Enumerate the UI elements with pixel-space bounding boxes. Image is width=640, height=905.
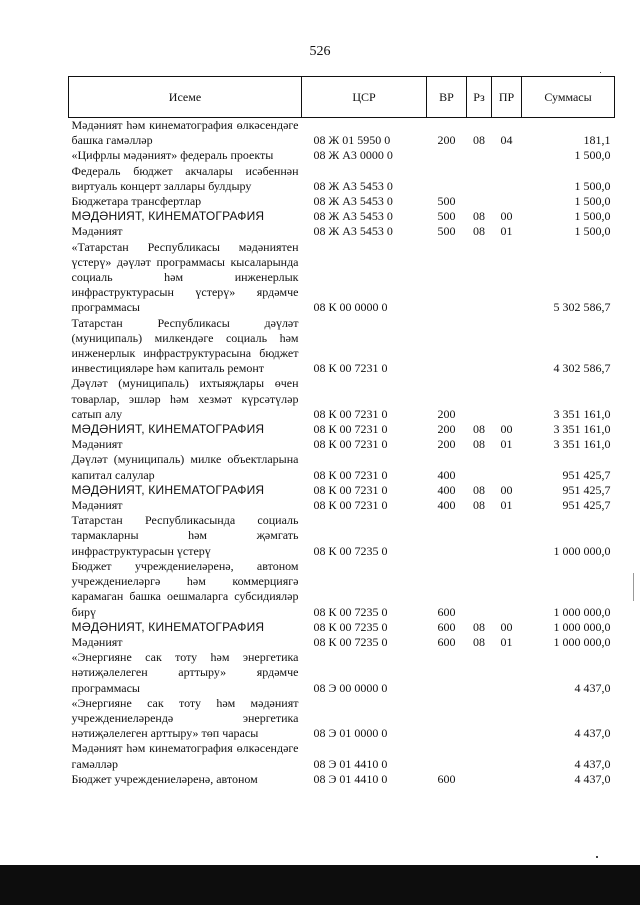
cell-pr: 01 <box>500 437 513 452</box>
cell-sum: 951 425,7 <box>562 467 611 482</box>
cell-pr <box>492 513 522 559</box>
cell-pr <box>492 559 522 620</box>
cell-csr: 08 К 00 7235 0 <box>313 604 388 619</box>
cell-sum: 5 302 586,7 <box>553 300 611 315</box>
cell-name: МӘДӘНИЯТ, КИНЕМАТОГРАФИЯ <box>71 619 265 634</box>
cell-csr: 08 К 00 7235 0 <box>313 619 388 634</box>
cell-vr <box>427 148 467 163</box>
cell-vr: 600 <box>437 604 456 619</box>
cell-pr: 00 <box>500 209 513 224</box>
table-row <box>69 422 615 437</box>
cell-csr: 08 К 00 7231 0 <box>313 406 388 421</box>
cell-rz <box>467 650 492 696</box>
scan-speck <box>600 72 601 73</box>
cell-vr: 400 <box>437 482 456 497</box>
cell-csr: 08 К 00 7231 0 <box>313 467 388 482</box>
cell-rz <box>467 559 492 620</box>
cell-csr: 08 К 00 0000 0 <box>313 300 388 315</box>
cell-csr: 08 К 00 7235 0 <box>313 634 388 649</box>
cell-pr <box>492 650 522 696</box>
cell-name: Мәдәният <box>71 224 123 239</box>
cell-vr <box>427 513 467 559</box>
cell-name: Татарстан Республикасында социаль тармакларны һәм җәмгать инфраструктурасын үстерү <box>71 513 299 558</box>
table-row <box>69 513 615 559</box>
cell-sum: 3 351 161,0 <box>553 406 611 421</box>
cell-csr: 08 К 00 7231 0 <box>313 482 388 497</box>
cell-rz: 08 <box>473 498 485 513</box>
cell-rz: 08 <box>473 133 485 148</box>
table-body <box>69 118 615 787</box>
cell-sum: 181,1 <box>583 133 611 148</box>
cell-pr: 01 <box>500 634 513 649</box>
cell-vr: 600 <box>437 771 456 786</box>
table-row <box>69 452 615 482</box>
budget-table <box>68 76 615 787</box>
cell-pr: 00 <box>500 619 513 634</box>
cell-rz: 08 <box>473 209 485 224</box>
cell-vr: 400 <box>437 467 456 482</box>
table-row <box>69 437 615 452</box>
cell-csr: 08 Э 01 4410 0 <box>313 756 388 771</box>
cell-name: Мәдәният <box>71 498 123 513</box>
cell-vr: 500 <box>437 209 456 224</box>
cell-pr <box>492 741 522 771</box>
cell-vr: 200 <box>437 422 456 437</box>
table-row <box>69 118 615 149</box>
cell-pr <box>492 316 522 377</box>
cell-rz <box>467 452 492 482</box>
cell-name: Татарстан Республикасы дәүләт (муниципаль) милкендәге социаль һәм инженерлык инфраструктурасына бюджет инвестицияләре һәм капиталь ремонт <box>71 315 299 376</box>
cell-pr: 01 <box>500 498 513 513</box>
cell-name: МӘДӘНИЯТ, КИНЕМАТОГРАФИЯ <box>71 209 265 224</box>
table-row <box>69 741 615 771</box>
cell-sum: 4 437,0 <box>574 771 611 786</box>
cell-name: Бюджетара трансфертлар <box>71 194 202 209</box>
cell-vr <box>427 650 467 696</box>
cell-pr <box>492 696 522 742</box>
cell-rz <box>467 148 492 163</box>
table-row <box>69 559 615 620</box>
cell-rz <box>467 513 492 559</box>
cell-rz <box>467 240 492 316</box>
cell-rz <box>467 696 492 742</box>
cell-sum: 1 000 000,0 <box>553 604 611 619</box>
cell-csr: 08 Э 01 0000 0 <box>313 726 388 741</box>
cell-rz: 08 <box>473 634 485 649</box>
cell-pr <box>492 452 522 482</box>
cell-name: «Энергияне сак тоту һәм энергетика нәтиҗәлелеген арттыру» ярдәмче программасы <box>71 650 299 695</box>
cell-csr: 08 Э 01 4410 0 <box>313 771 388 786</box>
table-row <box>69 772 615 787</box>
cell-csr: 08 К 00 7235 0 <box>313 543 388 558</box>
cell-rz <box>467 376 492 422</box>
table-row <box>69 650 615 696</box>
table-header-row <box>69 77 615 118</box>
cell-name: Бюджет учреждениеләренә, автоном <box>71 771 258 786</box>
table-row <box>69 224 615 239</box>
cell-vr: 600 <box>437 634 456 649</box>
cell-name: Дәүләт (муниципаль) ихтыяҗлары өчен товарлар, эшләр һәм хезмәт күрсәтүләр сатып алу <box>71 376 299 421</box>
cell-pr: 00 <box>500 422 513 437</box>
header-rz: Рз <box>467 77 492 118</box>
cell-name: Мәдәният һәм кинематография өлкәсендәге гамәлләр <box>71 741 299 771</box>
cell-pr <box>492 164 522 194</box>
cell-rz: 08 <box>473 619 485 634</box>
table-row <box>69 148 615 163</box>
cell-csr: 08 Ж А3 5453 0 <box>313 194 393 209</box>
cell-rz: 08 <box>473 482 485 497</box>
cell-vr: 500 <box>437 224 456 239</box>
cell-sum: 4 437,0 <box>574 756 611 771</box>
table-row <box>69 164 615 194</box>
cell-csr: 08 Ж А3 5453 0 <box>313 178 393 193</box>
cell-rz <box>467 316 492 377</box>
table-row <box>69 620 615 635</box>
cell-sum: 951 425,7 <box>562 482 611 497</box>
scan-bottom-edge <box>0 865 640 905</box>
header-name: Исеме <box>69 77 302 118</box>
cell-sum: 3 351 161,0 <box>553 437 611 452</box>
cell-sum: 1 000 000,0 <box>553 634 611 649</box>
cell-sum: 951 425,7 <box>562 498 611 513</box>
cell-sum: 3 351 161,0 <box>553 422 611 437</box>
cell-pr <box>492 148 522 163</box>
cell-name: «Татарстан Республикасы мәдәниятен үстерү» дәүләт программасы кысаларында социаль һәм инженерлык инфраструктурасын үстерү» ярдәмче программасы <box>71 239 299 315</box>
cell-pr: 04 <box>500 133 513 148</box>
cell-csr: 08 К 00 7231 0 <box>313 437 388 452</box>
cell-vr: 400 <box>437 498 456 513</box>
cell-csr: 08 К 00 7231 0 <box>313 361 388 376</box>
cell-rz: 08 <box>473 224 485 239</box>
cell-pr: 01 <box>500 224 513 239</box>
cell-csr: 08 Ж 01 5950 0 <box>313 133 391 148</box>
cell-csr: 08 Э 00 0000 0 <box>313 680 388 695</box>
cell-vr: 600 <box>437 619 456 634</box>
page-number: 526 <box>309 44 331 59</box>
header-csr: ЦСР <box>302 77 427 118</box>
cell-name: Федераль бюджет акчалары исәбеннән виртуаль концерт заллары булдыру <box>71 163 299 193</box>
cell-sum: 1 500,0 <box>574 178 611 193</box>
scan-speck <box>633 573 634 601</box>
cell-csr: 08 Ж А3 5453 0 <box>313 224 393 239</box>
cell-csr: 08 К 00 7231 0 <box>313 498 388 513</box>
cell-rz: 08 <box>473 437 485 452</box>
table-row <box>69 498 615 513</box>
cell-csr: 08 Ж А3 5453 0 <box>313 209 393 224</box>
cell-sum: 4 302 586,7 <box>553 361 611 376</box>
cell-name: Мәдәният <box>71 437 123 452</box>
cell-csr: 08 Ж А3 0000 0 <box>313 148 393 163</box>
cell-pr <box>492 772 522 787</box>
cell-sum: 1 500,0 <box>574 224 611 239</box>
cell-sum: 1 500,0 <box>574 209 611 224</box>
cell-name: МӘДӘНИЯТ, КИНЕМАТОГРАФИЯ <box>71 422 265 437</box>
cell-sum: 1 500,0 <box>574 194 611 209</box>
table-row <box>69 316 615 377</box>
cell-sum: 4 437,0 <box>574 680 611 695</box>
cell-vr: 200 <box>437 133 456 148</box>
cell-pr: 00 <box>500 482 513 497</box>
header-sum: Суммасы <box>522 77 615 118</box>
cell-name: Мәдәният <box>71 634 123 649</box>
cell-name: МӘДӘНИЯТ, КИНЕМАТОГРАФИЯ <box>71 482 265 497</box>
cell-rz: 08 <box>473 422 485 437</box>
cell-vr: 500 <box>437 194 456 209</box>
cell-vr <box>427 164 467 194</box>
cell-vr <box>427 741 467 771</box>
cell-vr: 200 <box>437 437 456 452</box>
cell-pr <box>492 194 522 209</box>
cell-vr: 200 <box>437 406 456 421</box>
cell-rz <box>467 772 492 787</box>
cell-name: «Энергияне сак тоту һәм мәдәният учреждениеләрендә энергетика нәтиҗәлелеген арттыру» төп чарасы <box>71 695 299 741</box>
table-row <box>69 483 615 498</box>
header-pr: ПР <box>492 77 522 118</box>
cell-rz <box>467 164 492 194</box>
table-row <box>69 194 615 209</box>
cell-pr <box>492 240 522 316</box>
cell-name: «Цифрлы мәдәният» федераль проекты <box>71 148 274 163</box>
scan-speck <box>596 856 598 858</box>
cell-name: Дәүләт (муниципаль) милке объектларына капитал салулар <box>71 452 299 482</box>
table-row <box>69 696 615 742</box>
table-row <box>69 209 615 224</box>
cell-name: Бюджет учреждениеләренә, автоном учреждениеләргә һәм коммерциягә карамаган башка оешмаларга субсидияләр бирү <box>71 558 299 619</box>
cell-name: Мәдәният һәм кинематография өлкәсендәге башка гамәлләр <box>71 118 299 148</box>
table-row <box>69 240 615 316</box>
cell-vr <box>427 316 467 377</box>
cell-vr <box>427 696 467 742</box>
cell-sum: 1 500,0 <box>574 148 611 163</box>
cell-vr <box>427 240 467 316</box>
cell-sum: 4 437,0 <box>574 726 611 741</box>
header-vr: ВР <box>427 77 467 118</box>
cell-rz <box>467 194 492 209</box>
cell-sum: 1 000 000,0 <box>553 619 611 634</box>
table-row <box>69 635 615 650</box>
cell-csr: 08 К 00 7231 0 <box>313 422 388 437</box>
cell-rz <box>467 741 492 771</box>
cell-pr <box>492 376 522 422</box>
cell-sum: 1 000 000,0 <box>553 543 611 558</box>
table-row <box>69 376 615 422</box>
